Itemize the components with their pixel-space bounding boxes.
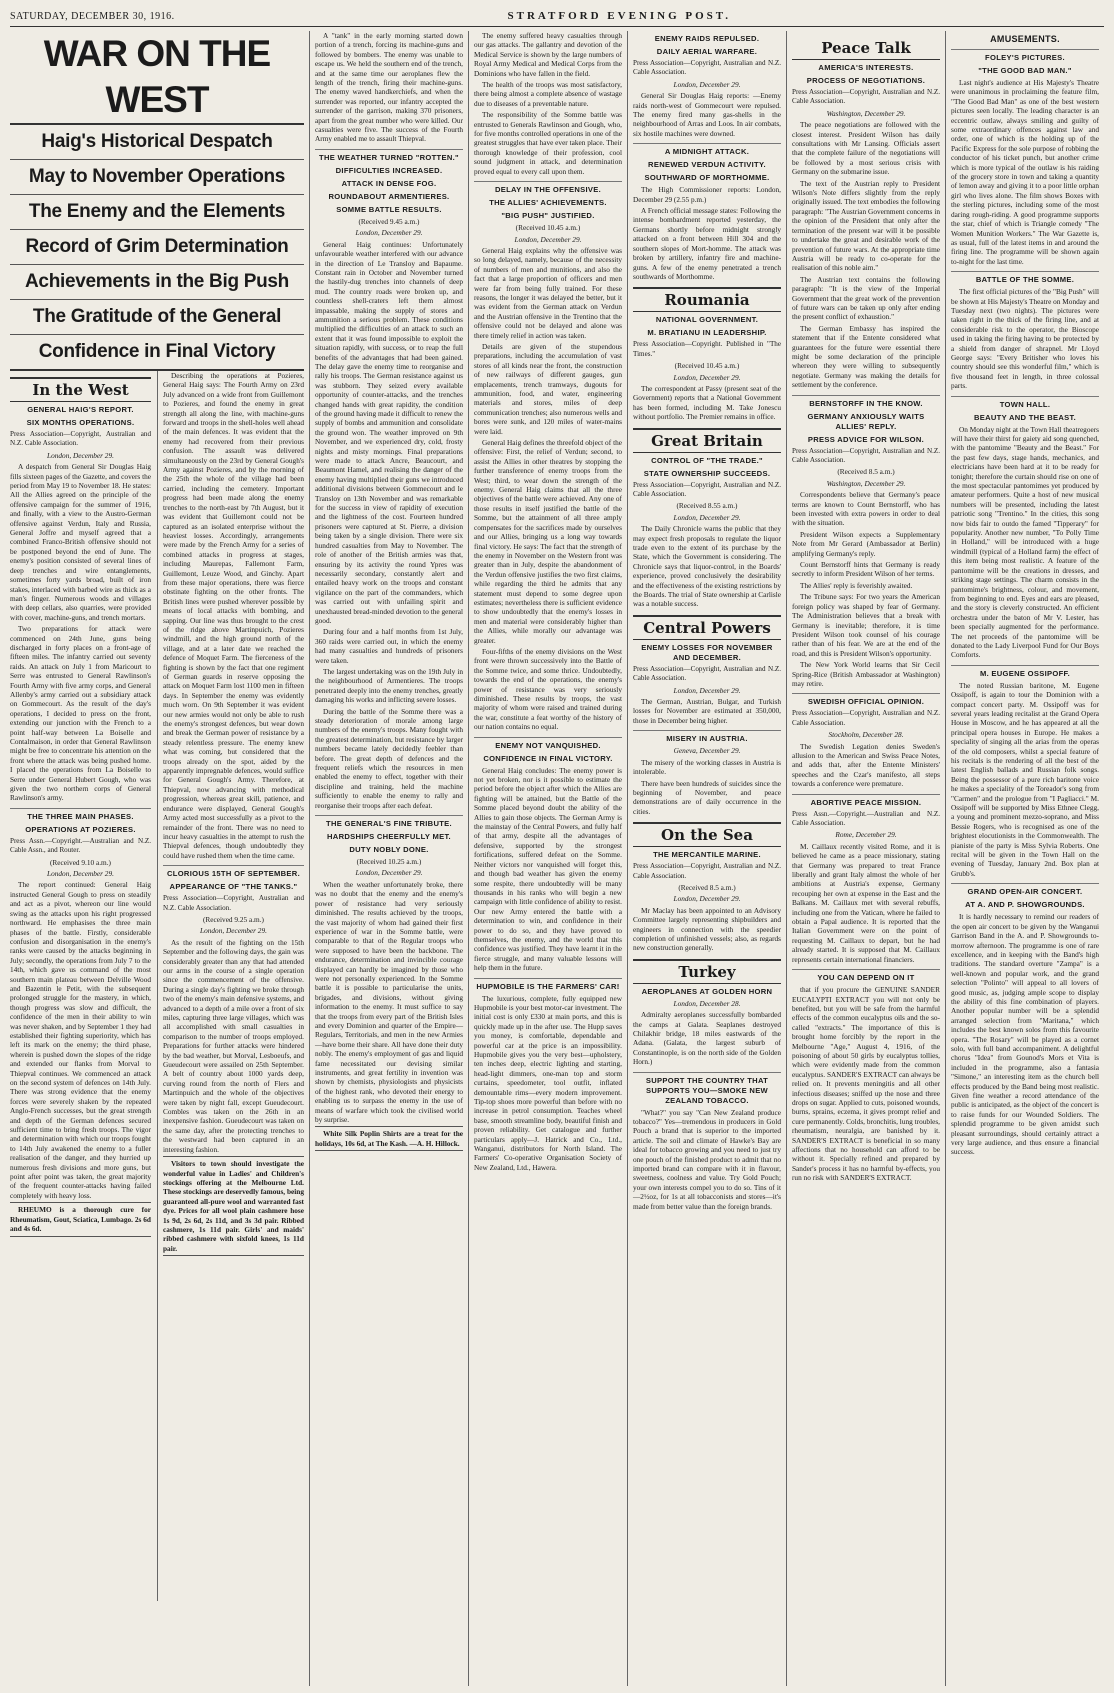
headline: SWEDISH OFFICIAL OPINION. [792, 693, 940, 707]
article-paragraph: General Haig explains why the offensive was so long delayed, namely, because of the necessity of numbers of men and munitions, and also the fact that a large proportion of officers and men were far from being fully trained. For these reasons, the longer it was delayed the better, but it was evident from the German attack on Verdun and the Austrian offensive in the Trentino that the offensive could not be delayed and alone was there timely relief in action was taken. [474, 245, 622, 340]
headline: GRAND OPEN-AIR CONCERT. [951, 883, 1099, 897]
received-time: (Received 9.25 a.m.) [203, 914, 264, 924]
received-time: (Received 9.45 a.m.) [358, 216, 420, 226]
article-paragraph: Last night's audience at His Majesty's Theatre were unanimous in proclaiming the feature film, "The Good Bad Man" as one of the best western pictures seen locally. The leading character is an eccentric outlaw, always smiling and guilty of some extraordinary offences against law and order, one of which is the holding up of the Pacific Express for the sole purpose of robbing the conductor of his ticket punch, but another crime which is more typical of the outlaw is his raiding of the grocery store in town and taking a quantity of lemon away and giving it to a poor little orphan girl who lives alone. The film shows Boxes with the sterling pictures, including some of the most daring rough-riding. A good programme supports the star, chief of which is Triangle comedy "The Women Munition Workers." The War Gazette is, as usual, full of the latest items in and around the firing line. The programme will be shown again to-night for the last time. [951, 78, 1099, 266]
article-paragraph: The correspondent at Passy (present seat of the Government) reports that a National Government has been formed, including M. Take Jonescu without portfolio. The Premier remains in office. [633, 383, 781, 422]
article-paragraph: The New York World learns that Sir Cecil Spring-Rice (British Ambassador at Washington) may retire. [792, 660, 940, 688]
subheadline: DIFFICULTIES INCREASED. [335, 165, 443, 175]
headline: FOLEY'S PICTURES. [951, 49, 1099, 63]
column-4 [469, 31, 628, 1686]
headline: BERNSTORFF IN THE KNOW. [792, 395, 940, 409]
article-paragraph: A "tank" in the early morning started down portion of a trench, forcing its machine-guns and followed by bombers. The enemy was unable to escape us. We held the southern end of the trench, and at the same time our aeroplanes flew the length of the trench, firing their machine-guns. The enemy waved handkerchiefs, and when the surrender was reported, our infantry accepted the surrender of the garrison, making 370 prisoners, apart from the great number who were killed. Our casualties were five. The success of the Fourth Army enabled me to assault Thiepval. [315, 31, 463, 144]
article-paragraph: The responsibility of the Somme battle was entrusted to Generals Rawlinson and Gough, who, for five months controlled operations in one of the greatest struggles that have ever taken place. Their thorough knowledge of their profession, cool sound judgment in attack, and determination proved equal to every call upon them. [474, 110, 622, 176]
section-peace-talk: Peace Talk [792, 37, 940, 60]
lead-deck-3: The Enemy and the Elements [10, 195, 304, 230]
article-paragraph: A French official message states: Following the intense bombardment reported yesterday, the Germans shortly before midnight strongly attacked on a front between Hill 304 and the southern slopes of Mort-homme. The attack was broken by artillery, infantry fire and machine-guns. A few of the enemy penetrated a trench southwards of Morthomme. [633, 206, 781, 281]
section-great-britain: Great Britain [633, 428, 781, 453]
article-paragraph: Admiralty aeroplanes successfully bombarded the camps at Galata. Seaplanes destroyed Chilakhir bridge, 18 miles eastwards of the Adana. (Galata, the largest suburb of Constantinople, is on the north side of the Golden Horn.) [633, 1010, 781, 1067]
article-paragraph: Count Bernstorff hints that Germany is ready secretly to inform President Wilson of her terms. [792, 560, 940, 579]
headline: NATIONAL GOVERNMENT. [655, 315, 759, 325]
article-paragraph: It is hardly necessary to remind our readers of the open air concert to be given by the Wanganui Garrison Band in the A. and P. Showgrounds to-morrow afternoon. The programme is one of rare excellence, and in keeping with the Band's high traditions. The standard overture "Zampa" is a well-known and popular work, and the grand selection "Polinto" will appeal to all lovers of good music, as, judging ample scope to display the ability of this fine combination of players. Another popular number will be a splendid arranged selection from "Maritana," which includes the best known solos from this favourite opera. "The Rosary" will be played as a cornet solo, with full band accompaniment. A delightful chorus "Idea" from Gounod's Mors et Vita is included in the programme, also a fantasia "Simone," an interesting item as the church bell effects produced by the Band being most realistic. Given fine weather a record attendance of the public is anticipated, as the object of the concert is to raise funds for our Wounded Soldiers. The splendid programme to be given amidst such pleasant surroundings, should certainly attract a very large audience, and thus ensure a financial success. [951, 912, 1099, 1157]
lead-deck-2: May to November Operations [10, 160, 304, 195]
received-time: (Received 10.45 a.m.) [515, 223, 581, 233]
subheadline: M. BRATIANU IN LEADERSHIP. [647, 328, 767, 338]
headline: CONTROL OF "THE TRADE." [651, 455, 763, 465]
column-5 [628, 31, 787, 1686]
subheadline: RENEWED VERDUN ACTIVITY. [648, 160, 766, 170]
lead-banner: WAR ON THE WEST [10, 31, 304, 125]
article-paragraph: The misery of the working classes in Austria is intolerable. [633, 757, 781, 777]
column-1 [10, 31, 310, 1686]
column-1b [157, 371, 304, 1601]
article-paragraph: The text of the Austrian reply to President Wilson's Note differs slightly from the reply originally issued. The text embodies the following paragraph: "The Austrian Government concerns in the opinion of the President that only after the termination of the present war will it be possible to undertake the great and desirable work of the prevention of future wars. At the appropriate time Austria will be ready to co-operate for the realisation of this noble aim." [792, 178, 940, 273]
subheadline: SOUTHWARD OF MORTHOMME. [644, 173, 770, 183]
article-paragraph: The enemy suffered heavy casualties through our gas attacks. The gallantry and devotion of the Medical Service is shown by the large numbers of Royal Army Medical and Medical Corps from the Dominions who have fallen in the field. [474, 31, 622, 78]
dateline: Washington, December 29. [826, 478, 906, 488]
article-paragraph: The German Embassy has inspired the statement that if the Entente considered what guarantees for the future were essential there might be some declaration of the principle whereon they were willing to subsequently negotiate. Germany was making the details for settlement by the conference. [792, 323, 940, 390]
section-turkey: Turkey [633, 959, 781, 984]
subheadline: CONFIDENCE IN FINAL VICTORY. [483, 753, 613, 763]
masthead-date: SATURDAY, DECEMBER 30, 1916. [10, 10, 175, 22]
advertisement-stockings: Visitors to town should investigate the wonderful value in Ladies' and Children's stockings offering at the Melbourne Ltd. These stockings are deservedly famous, being guaranteed all-pure wool and warranted fast dye. Prices for all wool plain cashmere hose 1s 9d, 2s 6d, 2s 11d, and 3s 3d pair. Ribbed cashmere, 1s 11d pair. Girls' and maids' ribbed cashmere with sixfold knees, 1s 11d pair. [163, 1156, 304, 1256]
headline: ENEMY LOSSES FOR NOVEMBER AND DECEMBER. [641, 642, 773, 662]
received-time: (Received 10.25 a.m.) [356, 857, 422, 867]
credit-line: Press Association—Copyright. Published in "The Times." [633, 340, 781, 358]
subheadline: ROUNDABOUT ARMENTIERES. [328, 191, 450, 201]
lead-deck-1: Haig's Historical Despatch [10, 125, 304, 160]
credit-line: Press Association—Copyright, Australian and N.Z. Cable Association. [633, 664, 781, 683]
lead-deck-7: Confidence in Final Victory [10, 335, 304, 371]
dateline: Stockholm, December 28. [828, 730, 904, 740]
lead-deck-5: Achievements in the Big Push [10, 265, 304, 300]
article-paragraph: The Swedish Legation denies Sweden's allusion to the American and Swiss Peace Notes, and adds that, after the Entente Ministers' speeches and the Czar's manifesto, all steps towards a conference were premature. [792, 741, 940, 789]
dateline: London, December 29. [355, 868, 423, 878]
credit-line: Press Association—Copyright, Australian and N.Z. Cable Association. [163, 894, 304, 912]
headline: MISERY IN AUSTRIA. [633, 730, 781, 744]
subheadline: BEAUTY AND THE BEAST. [973, 412, 1077, 422]
credit-line: Press Assn.—Copyright.—Australian and N.Z. Cable Association. [792, 809, 940, 827]
lead-deck-4: Record of Grim Determination [10, 230, 304, 265]
headline: THE MERCANTILE MARINE. [653, 850, 761, 860]
article-paragraph: The health of the troops was most satisfactory, there being almost a complete absence of wastage due to diseases of a preventable nature. [474, 80, 622, 108]
dateline: London, December 29. [514, 234, 582, 244]
received-time: (Received 8.55 a.m.) [676, 501, 738, 511]
article-paragraph: The High Commissioner reports: London, December 29 (2.55 p.m.) [633, 185, 781, 204]
subheadline: THE ALLIES' ACHIEVEMENTS. [489, 198, 607, 208]
received-time: (Received 8.5 a.m.) [837, 467, 895, 477]
headline: ENEMY RAIDS REPULSED. [654, 34, 760, 43]
article-paragraph: As the result of the fighting on the 15th September and the following days, the gain was considerably greater than any that had attended our arms in the course of a single operation since the commencement of the offensive. During a single day's fighting we broke through two of the enemy's main defensive systems, and advanced to a depth of a mile over a front of six miles, capturing three large villages, which was all accomplished with small casualties in comparison to the number of troops employed. Preparations for further attacks were hindered by the bad weather, but Morval, Lesboeufs, and Gueudecourt were assailed on 25th September. A belt of country about 1000 yards deep, curving round from the north of Flers and Martinpuich and the whole of the objectives were taken by night fall, except Gueudecourt. Combles was taken on the 26th in an inexpensive fashion. Gueudecourt was taken on the same day, after the protecting trenches to the westward had been captured in an interesting fashion. [163, 937, 304, 1154]
subheadline: ATTACK IN DENSE FOG. [341, 178, 437, 188]
dateline: Rome, December 29. [835, 830, 897, 840]
article-paragraph: The peace negotiations are followed with the closest interest. President Wilson has daily consultations with Mr Lansing. Officials assert that the complete failure of the negotiations will be followed by a most serious crisis with Germany on the submarine issue. [792, 120, 940, 177]
headline: TOWN HALL. [951, 396, 1099, 410]
credit-line: Press Association—Copyright, Australian and N.Z. Cable Association. [633, 480, 781, 498]
advertisement-headline: YOU CAN DEPEND ON IT [792, 969, 940, 983]
article-paragraph: The largest undertaking was on the 19th July in the neighbourhood of Armentieres. The troops penetrated deeply into the enemy trenches, greatly damaging his works and inflicting severe losses. [315, 666, 463, 705]
headline: AEROPLANES AT GOLDEN HORN [641, 986, 773, 996]
subheadline: DAILY AERIAL WARFARE. [656, 47, 758, 56]
subheadline: OPERATIONS AT POZIERES. [25, 824, 136, 834]
article-paragraph: Describing the operations at Pozieres, General Haig says: The Fourth Army on 23rd July advanced on a wide front from Guillemont to Pozieres, and found the enemy in great strength all along the line, with machine-guns forward and troops in the shell-holes well ahead of the main defences. It was evident that the enemy had recovered from their previous confusion. The assault was delivered simultaneously on the 23rd by General Gough's Army against Pozieres, and by the morning of the 25th the whole of the village had been carried, including the cemetery. Important progress had been made along the enemy trenches to the north-east by 7th August, but it was evident that Guillemont could not be captured as an isolated enterprise without the heaviest losses. Accordingly, arrangements were made by the French Army for a series of combined attacks in progress at stages, including Maurepas, Fallemont Farm, Guillemont, Leuze Wood, and Ginchy. Apart from these major operations, there was fierce obstinate fighting on the other fronts. The British lines were pushed wherever possible by means of local attacks with bombing, and sapping. Our line was thus brought to the crest of the ridge above Martinpuich, Pozieres windmill, and the high ground north of the village, and at a later date we reached the defence of Moquet Farm. The fierceness of the fighting is shown by the fact that one regiment of German guards in reserve opposing the attack on Moquet Farm lost 1100 men in fifteen days. In September the enemy was evidently much worn. On 9th September it was evident our new armies would not only be able to rush the enemy's strongest defences, but wear down and break the German power of resistance by a steady relentless pressure. The enemy knew what was coming, but considered that the troops already on the spot, aided by the apparently impregnable defences, would suffice for General Gough's Army. Therefore, at Thiepval, now advancing with methodical progression, whereas great skill, patience, and endurance were displayed, General Gough's Army acted most successfully as a pivot to the remainder of the front. There was no need to incur heavy casualties in the attempt to rush the Thiepval defences, though undoubtedly they could have rushed them when the time came. [163, 371, 304, 860]
credit-line: Press Association—Copyright, Australian and N.Z. Cable Association. [633, 862, 781, 880]
article-paragraph: During four and a half months from 1st July, 360 raids were carried out, in which the enemy had many casualties and hundreds of prisoners were taken. [315, 627, 463, 665]
headline: THE WEATHER TURNED "ROTTEN." [315, 149, 463, 163]
article-paragraph: There have been hundreds of suicides since the beginning of November, and peace demonstrations are of daily occurrence in the cities. [633, 778, 781, 816]
subheadline: DUTY NOBLY DONE. [349, 845, 429, 855]
article-paragraph: General Haig concludes: The enemy power is not yet broken, nor is it possible to estimate the period before the object after which the Allies are fighting will be attained, but the Battle of the Somme placed beyond doubt the ability of the Allies to gain those objects. The German Army is the mainstay of the Central Powers, and fully half of that army, despite all the advantages of defensive, supported by the strongest fortifications, suffered defeat on the Somme. Neither victors nor vanquished will forget this, and though bad weather has given the enemy some respite, there undoubtedly will be many thousands in his ranks who will begin a new campaign with little confidence of ability to resist. Our new Army entered the battle with a determination to win, and confidence in their power to do so, and they have proved to themselves, the enemy, and the world that this confidence was justified. They have learnt it in the fierce struggle, and many valuable lessons will help them in the future. [474, 765, 622, 973]
column-1a [10, 371, 151, 1601]
column-6 [787, 31, 946, 1686]
headline: DELAY IN THE OFFENSIVE. [474, 181, 622, 195]
subheadline: SIX MONTHS OPERATIONS. [26, 418, 135, 427]
article-paragraph: General Haig defines the threefold object of the offensive: First, the relief of Verdun; second, to assist the Allies in other theatres by stopping the further transference of enemy troops from the West; third, to wear down the strength of the enemy. General Haig claims that all the three objectives of the battle were achieved. Any one of those results in itself justified the battle of the Somme, but the attainment of all three amply compensates for the sacrifices made by ourselves and our Allies, bringing us a long way towards final victory. He says: The fact that the strength of the enemy in November on the Western front was greater than in July, despite the abandonment of the Verdun offensive justifies the two first claims, while regarding the third he admits that any statement must depend to some degree upon estimates; nevertheless there is sufficient evidence to show undoubtedly that the enemy's losses in men and material were considerably higher than the Allies, while morally our advantage was greater. [474, 438, 622, 645]
article-paragraph: The Austrian text contains the following paragraph: "It is the view of the Imperial Government that the great work of the prevention of future wars can be taken up only after ending the present conflict of exhaustion." [792, 274, 940, 322]
section-central-powers: Central Powers [633, 615, 781, 640]
subheadline: HARDSHIPS CHEERFULLY MET. [327, 832, 451, 842]
article-paragraph: The German, Austrian, Bulgar, and Turkish losses for November are estimated at 350,000, those in December being higher. [633, 697, 781, 725]
headline: GENERAL HAIG'S REPORT. [27, 405, 134, 414]
masthead [10, 6, 1104, 27]
credit-line: Press Association—Copyright, Australian and N.Z. Cable Association. [792, 446, 940, 464]
column-7 [946, 31, 1104, 1686]
article-paragraph: Mr Maclay has been appointed to an Advisory Committee largely representing shipbuilders and engineers in connection with the speedier completion of unfinished vessels; also, as regards new construction generally. [633, 905, 781, 953]
article-paragraph: M. Caillaux recently visited Rome, and it is believed he came as a peace missionary, stating that Germany was prepared to treat France liberally and grant Italy almost the whole of her ambitions at Austria's expense, Germany recouping her own at expense in the East and the Balkans. M. Caillaux met with several rebuffs, including one from the Vatican, where he failed to obtain a Papal audience. It is reported that the Italian Government were on the point of requesting M. Caillaux to depart, but he had already started. It is supposed that M. Caillaux represents certain international financiers. [792, 841, 940, 964]
headline: CLORIOUS 15TH OF SEPTEMBER. [163, 865, 304, 879]
subheadline: GERMANY ANXIOUSLY WAITS ALLIES' REPLY. [807, 411, 925, 431]
subheadline: "BIG PUSH" JUSTIFIED. [501, 211, 595, 221]
lead-deck-6: The Gratitude of the General [10, 300, 304, 335]
dateline: Washington, December 29. [826, 108, 906, 118]
advertisement-hupmobile: The luxurious, complete, fully equipped new Hupmobile is your best motor-car investment. The initial cost is only £330 at main ports, and this is quickly made up in the after use. The Hupp saves you money, is comfortable, dependable and powerful car at the price is an impossibility. Hupmobile gives you the very best—upholstery, ten inches deep, electric lighting and starting, head-light dimmers, one-man top and storm curtains, speedometer, tool outfit, inflated demountable rims—every modern improvement. Tip-top shoes more powerful than before with no increase in petrol consumption. Teaches wheel base, smooth streamline body, beautiful finish and proven reliability. Get catalogue and further particulars apply—J. Hatrick and Co., Ltd., Wanganui, distributors for North Island. The Farmers' Co-operative Organisation Society of New Zealand, Ltd., Hawera. [474, 993, 622, 1172]
advertisement-headline: HUPMOBILE IS THE FARMERS' CAR! [474, 978, 622, 992]
dateline: London, December 29. [673, 894, 741, 904]
advertisement-sander-extract: that if you procure the GENUINE SANDER EUCALYPTI EXTRACT you will not only be benefited, but you will be safe from the harmful effects of the common eucalyptus oils and the so-called "extracts." The importance of this is brought home forcibly by the report in the Melbourne "Age," August 4, 1916, of the poisoning of about 50 girls by eucalyptus tollies, which were evidently made from the common eucalyptus. SANDER'S EXTRACT can always be relied on. It prevents meningitis and all other infectious diseases; sniffed up the nose and three drops on sugar. Applied to cuts, poisoned wounds, burns, sprains, eczema, it gives prompt relief and cure permanently. Colds, bronchitis, lung troubles, rheumatism, neuralgia, are banished by it. SANDER'S EXTRACT is beneficial in so many affections that no household can afford to be without it. Specially refined and prepared by Sander's process it has no harmful by-effects, you run no risk with SANDER'S EXTRACT. [792, 985, 940, 1183]
subheadline: STATE OWNERSHIP SUCCEEDS. [643, 468, 771, 478]
section-amusements: AMUSEMENTS. [990, 34, 1060, 44]
credit-line: Press Association—Copyright, Australian and N.Z. Cable Association. [792, 88, 940, 106]
dateline: London, December 29. [673, 372, 741, 382]
article-paragraph: The report continued: General Haig instructed General Gough to press on steadily and act as a pivot, whereon our line would swing as the attacks upon his right progressed northward. He emphasises the three main phases of the battle. Firstly, considerable confusion and disorganisation in the enemy's ranks were caused by the attacks beginning in July; secondly, the operations from July 7 to the 14th, which gave us command of the most southern main plateau between Delville Wood and Bazentin le Petit, with the subsequent prolonged struggle for the mastery, in which, though progress was slow and difficult, the confidence of the men in their ability to win was never shaken, and by September 1 they had established their fighting superiority, which has left its mark on the enemy; the third phase, wherein is pushed down the slopes of the ridge and extended our flanks from Morval to Thiepval continues. We commenced an attack on the second system of defences on 14th July. There was strong evidence that the enemy forces were severely shaken by the repeated Anglo-French successes, but the great strength and depth of the German defences secured sufficient time to bring fresh troops. The vigor and determination with which our troops fought to 14th July awakened the enemy to a fuller realisation of the danger, and they hurried up numerous fresh divisions and more guns, but point after point was taken, the great majority of the frequent counter-attacks having failed completely with heavy loss. [10, 880, 151, 1200]
headline: M. EUGENE OSSIPOFF. [951, 665, 1099, 679]
advertisement-headline: SUPPORT THE COUNTRY THAT SUPPORTS YOU—SMOKE NEW ZEALAND TOBACCO. [633, 1072, 781, 1106]
subheadline: PRESS ADVICE FOR WILSON. [807, 434, 925, 444]
section-in-the-west: In the West [10, 377, 151, 402]
received-time: (Received 9.10 a.m.) [50, 857, 111, 867]
subheadline: SOMME BATTLE RESULTS. [336, 204, 442, 214]
article-paragraph: Four-fifths of the enemy divisions on the West front were thrown successively into the Battle of the Somme twice, and some thrice. Undoubtedly, towards the end of the operations, the enemy's power of resistance was very seriously diminished. These results by troops, the vast majority of whom were raised and trained during the war, constitute a feat worthy of the history of our nation contains no equal. [474, 646, 622, 732]
advertisement-shirts: White Silk Poplin Shirts are a treat for the holidays, 10s 6d, at The Kash. —A. H. Hillock. [315, 1126, 463, 1151]
dateline: London, December 29. [355, 228, 423, 238]
headline: THE THREE MAIN PHASES. [10, 808, 151, 822]
dateline: Geneva, December 29. [673, 746, 741, 756]
headline: AMERICA'S INTERESTS. [818, 63, 914, 72]
dateline: London, December 29. [47, 869, 114, 879]
dateline: London, December 29. [673, 685, 741, 695]
article-paragraph: The Daily Chronicle warns the public that they may expect fresh proposals to regulate the liquor trade even to the extent of its purchase by the State, which the Government is considering. The Chronicle says that liquor-control, in the Boards' experience, proved conclusively the desirability and the effectiveness of the existing restrictions by the Boards. The trial of State ownership at Carlisle was a notable success. [633, 524, 781, 609]
headline: ENEMY NOT VANQUISHED. [474, 737, 622, 751]
article-paragraph: Details are given of the stupendous preparations, including the accumulation of vast stores of all kinds near the front, the construction of new railways of different gauges, gun emplacements, trench tramways, dugouts for ammunition, food, and water, engineering materials and stores, miles of deep communication trenches; also numerous wells and bores were sunk, and 120 miles of water-mains were laid. [474, 341, 622, 436]
column-3 [310, 31, 469, 1686]
masthead-paper-name: STRATFORD EVENING POST. [507, 10, 732, 22]
advertisement-tobacco: "What?" you say "Can New Zealand produce tobacco?" Yes—tremendous in producers in Gold Pouch a brand that is superior to the imported article. The soil and climate of Hawke's Bay are ideal for tobacco growing and you need to just try one pouch of the finished product to admit that no imported brand can compare with it in flavour, sweetness, coolness and value. Try Gold Pouch; your own interests compel you to do so. Tins of it—2½oz, for 1s at all tobacconists and stores—it's made from better value than the foreign brands. [633, 1107, 781, 1211]
headline: BATTLE OF THE SOMME. [951, 271, 1099, 285]
dateline: London, December 29. [47, 450, 114, 460]
section-on-the-sea: On the Sea [633, 822, 781, 847]
subheadline: "THE GOOD BAD MAN." [978, 66, 1072, 75]
page-columns [10, 31, 1104, 1686]
headline: THE GENERAL'S FINE TRIBUTE. [315, 815, 463, 829]
article-paragraph: General Haig continues: Unfortunately unfavourable weather interfered with our advance in the direction of Le Transloy and Bapaume. Constant rain in October and November turned the hastily-dug trenches into channels of deep mud. The country roads were broken up, and countless shell-craters left them almost impassable, making the supply of stores and ammunition a serious problem. These conditions multiplied the difficulties of an attack to such an extent that it was found impossible to exploit the situation rapidly, with success, or to reap the full benefits of the advantages that had been gained. The delay gave the enemy time to reorganise and rally his troops. The German resistance against us was stubborn. They seized every available opportunity of counter-attacks, and the trenches changed hands with great rapidity, the condition of the ground having made it difficult to renew the supply of bombs and ammunition and consolidate the ground won. The weather improved on 9th November, and we experienced dry, cold, frosty nights and misty mornings. Final preparations were made to attack Ancre, Beaucourt, and Beaumont Hamel, and realising the danger of the enemy having multiplied their guns we introduced additional divisions between Gommecourt and le Transloy on 13th November and was remarkable for the success in view of rapidity of execution and the lightness of the cost. Fourteen hundred prisoners were captured at St. Pierre, a division being taken by a single division. There were six hundred casualties from May to November. The role of another of the British armies was that, ensuring by its activity the round Ypres was necessarily secondary, constantly alert and entailed heavy work on the troops and constant vigilance on the part of the commanders, which was carried out with unfailing spirit and unexhausted bread-minded devotion to the general good. [315, 239, 463, 625]
credit-line: Press Association—Copyright, Australian and N.Z. Cable Association. [10, 430, 151, 448]
section-roumania: Roumania [633, 287, 781, 312]
subheadline: AT A. AND P. SHOWGROUNDS. [965, 900, 1085, 910]
credit-line: Press Association—Copyright, Australian and N.Z. Cable Association. [633, 59, 781, 77]
article-paragraph: Correspondents believe that Germany's peace terms are known to Count Bernstorff, who has been invested with extra powers in order to deal with the situation. [792, 490, 940, 528]
article-paragraph: President Wilson expects a Supplementary Note from Mr Gerard (Ambassador at Berlin) amplifying Germany's reply. [792, 529, 940, 558]
article-paragraph: General Sir Douglas Haig reports: —Enemy raids north-west of Gommecourt were repulsed. The enemy fired many gas-shells in the neighbourhood of Arras and Loos. In air combats, six hostile machines were downed. [633, 91, 781, 138]
credit-line: Press Association—Copyright, Australian and N.Z. Cable Association. [792, 709, 940, 727]
article-paragraph: During the battle of the Somme there was a steady deterioration of morale among large numbers of the enemy's troops. Many fought with the greatest determination, but resistance by larger numbers became lately decidedly feebler than before. The great depth of defences and the frequent reliefs which the resources in men enabled the enemy to effect, together with their discipline and training, held the machine sufficiently to enable the enemy to rally and reorganise their troops after each defeat. [315, 706, 463, 810]
received-time: (Received 8.5 a.m.) [678, 882, 736, 892]
article-paragraph: A despatch from General Sir Douglas Haig fills sixteen pages of the Gazette, and covers the period from May 19 to November 18. He states: All the Allies agreed on the principle of the offensive campaign for the summer of 1916, and finally, with a view to the Austro-German offensive against Verdun, Italy and Russia, General Joffre and myself agreed that a combined Franco-British offensive should not be postponed beyond the end of June. The enemy's position consisted of several lines of deep trenches and wire entanglements, sometimes forty yards broad, built of iron stakes, interlaced with barbed wire as thick as a man's finger. Numerous woods and villages with deep cellars, also quarries, were provided with cover, machine-guns, and trench mortars. [10, 462, 151, 622]
article-paragraph: On Monday night at the Town Hall theatregoers will have their thirst for gaiety aid song quenched, with the pantomime "Beauty and the Beast." For the past few days, stage hands, mechanics, and electricians have been hard at it to be ready for tonight; therefore the curtain should rise on one of the most spectacular pantomimes yet produced by amateur performers. Quite a host of new musical numbers will be presented, including the latest patriotic song "Trentino." In the cities, this song now bids fair to outdo the famed "Tipperary" for popularity. Another new number, "To Polly Time in Holland," will be introduced with a huge windmill (typical of a Holland farm) the effect of this item being most realistic. A feature of the pantomime will be the creations in dresses, and striking stage settings. The charm consists in the pantomime's brightness, colour, and movement, from beginning to end. Eyes and ears are pleased, and the story is cleverly constructed. An efficient orchestra under the baton of Mr V. Lester, has been specially augmented for the performance. The net proceeds of the pantomime will be donated to the Lady Liverpool Fund for Our Boys Comforts. [951, 424, 1099, 660]
lead-headline-block [10, 31, 304, 371]
dateline: London, December 29. [673, 512, 741, 522]
dateline: London, December 29. [673, 79, 741, 89]
received-time: (Received 10.45 a.m.) [674, 361, 740, 371]
article-paragraph: The Tribune says: For two years the American foreign policy was shaped by fear of Germany. The Administration believes that a break with Germany is inevitable; therefore, it is time President Wilson took counsel of his courage rather than of his fear. We are at the end of the road, and this is President Wilson's opportunity. [792, 592, 940, 658]
subheadline: APPEARANCE OF "THE TANKS." [169, 882, 298, 892]
article-paragraph: The noted Russian baritone, M. Eugene Ossipoff, is again to tour the Dominion with a compact concert party. M. Ossipoff was for several years leading recitalist at the Grand Opera House in Moscow, and he has appeared at all the principal opera houses in Europe. He makes a speciality of singing all the arias from the operas of the old composers, whilst a special feature of his recitals is the rendering of all the best of the latest English ballads and Russian folk songs. Being the possessor of a pure rich baritone voice he makes a speciality of the Toreador's song from "Carmen" and the prologue from "I Pagliacci." M. Ossipoff will be supported by Miss Ethnee Clegg, a young and prominent mezzo-soprano, and Miss Bessie Rogers, who is recognised as one of the brightest elocutionists in the Commonwealth. The pianiste of the party is Miss Sylvia Roberts. One recital will be given in the Town Hall on the evening of Tuesday, January 2nd. Box plan at Grubb's. [951, 680, 1099, 878]
advertisement-rheumo: RHEUMO is a thorough cure for Rheumatism, Gout, Sciatica, Lumbago. 2s 6d and 4s 6d. [10, 1202, 151, 1236]
headline: ABORTIVE PEACE MISSION. [792, 794, 940, 808]
article-paragraph: When the weather unfortunately broke, there was no doubt that the enemy and the enemy's power of resistance had very seriously diminished. The results achieved by the troops, the vast majority of whom had gained their first experience of war in the Somme battle, were comparable to that of the Regular troops who were supposed to have been the backbone. The endurance, determination and invincible courage displayed can hardly be imagined by those who were not personally experienced. In the Somme battle it is possible to particularise the units, brigades, and divisions, without giving information to the enemy. It must suffice to say that the troops from every part of the British Isles and every Dominion and quarter of the Empire—Regulars, Territorials, and men in the new Armies—have borne their share. All have done their duty nobly. The enemy's employment of gas and liquid fame necessitated our devising similar instruments, and great fertility in invention was shown by chemists, physiologists and physicists of the highest rank, who devoted their energy to enabling us to surpass the enemy in the use of means of warfare which took the civilised world by surprise. [315, 879, 463, 1125]
dateline: London, December 29. [200, 926, 267, 936]
headline: A MIDNIGHT ATTACK. [633, 143, 781, 157]
credit-line: Press Assn.—Copyright.—Australian and N.Z. Cable Assn., and Router. [10, 836, 151, 855]
article-paragraph: Two preparations for attack were commenced on 24th June, guns being discharged in forty places on a front-age of fifteen miles. The infantry carried out seventy raids. An attack on July 1 from Maricourt to Serre was entrusted to General Rawlinson's Fourth Army with five army corps, and General Allenby's army carried out a subsidiary attack on Gommecourt. As the result of the day's operations, I decided to press on the front, extending our junction with the French to a point half-way between La Boiselle and Contalmaison, in order that General Rawlinson might be free to concentrate his attention on the front where the attack was being pushed home. I placed the operations from La Boiselle to Serre under General Hubert Gough, who was given the two northern corps of General Rawlinson's army. [10, 624, 151, 803]
article-paragraph: The first official pictures of the "Big Push" will be shown at His Majesty's Theatre on Monday and Tuesday next (two nights). The pictures were taken right in the thick of the firing line, and at considerable risk to the operator, the Bioscope used in taking the firing having to be protected by a shield from danger of shrapnel. Mr Lloyd George says: "Every Britisher who loves his country should see this wonderful film," which is five thousand feet in length, in three colossal parts. [951, 287, 1099, 391]
subheadline: PROCESS OF NEGOTIATIONS. [806, 76, 926, 85]
article-paragraph: The Allies' reply is feverishly awaited. [800, 580, 913, 590]
dateline: London, December 28. [673, 998, 741, 1008]
